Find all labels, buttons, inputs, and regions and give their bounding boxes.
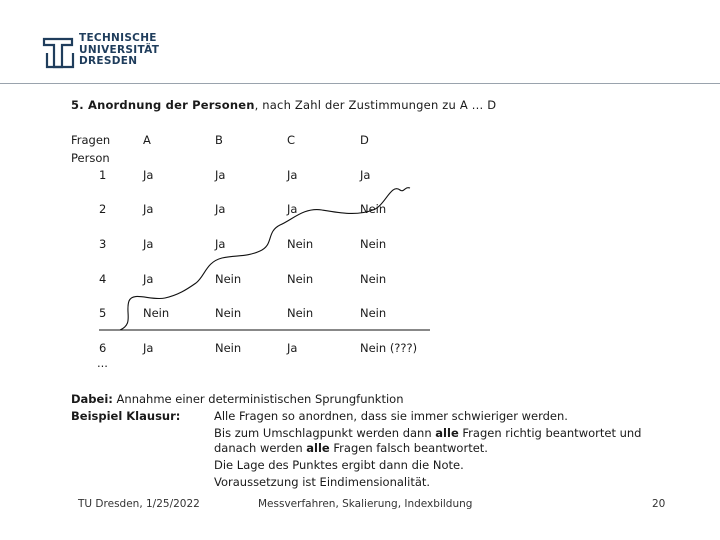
person-5: 5 — [99, 306, 107, 320]
note-line-2-bold: alle — [435, 426, 459, 440]
cell-4-c: Nein — [287, 272, 314, 286]
note-line-3-pre: danach werden — [214, 441, 307, 455]
cell-5-a: Nein — [143, 306, 170, 320]
cell-2-b: Ja — [215, 202, 226, 216]
note-dabei-label: Dabei: — [71, 392, 113, 406]
cell-6-b: Nein — [215, 341, 242, 355]
note-line-4: Die Lage des Punktes ergibt dann die Note. — [214, 458, 464, 472]
note-beispiel-label — [71, 409, 180, 423]
cell-2-d: Nein — [360, 202, 387, 216]
note-line-5: Voraussetzung ist Eindimensionalität. — [214, 475, 431, 489]
cell-4-a: Ja — [143, 272, 154, 286]
column-header-b: B — [215, 133, 223, 147]
note-line-3 — [214, 441, 488, 455]
cell-1-d: Ja — [360, 168, 371, 182]
cell-6-c: Ja — [287, 341, 298, 355]
logo-line-1: TECHNISCHE — [79, 32, 157, 44]
cell-2-c: Ja — [287, 202, 298, 216]
table-ellipsis: ... — [97, 356, 108, 370]
note-dabei — [71, 392, 403, 406]
cell-5-d: Nein — [360, 306, 387, 320]
footer-course: Messverfahren, Skalierung, Indexbildung — [258, 498, 473, 510]
cell-6-d: Nein (???) — [360, 341, 418, 355]
row-header-fragen: Fragen — [71, 133, 111, 147]
cell-3-d: Nein — [360, 237, 387, 251]
row-header-person: Person — [71, 151, 110, 165]
cell-5-b: Nein — [215, 306, 242, 320]
cell-1-c: Ja — [287, 168, 298, 182]
person-1: 1 — [99, 168, 107, 182]
note-dabei-text: Annahme einer deterministischen Sprungfunktion — [116, 392, 404, 406]
note-line-1: Alle Fragen so anordnen, dass sie immer schwieriger werden. — [214, 409, 568, 423]
cell-1-b: Ja — [215, 168, 226, 182]
note-line-3-post: Fragen falsch beantwortet. — [329, 441, 488, 455]
person-4: 4 — [99, 272, 107, 286]
cell-3-b: Ja — [215, 237, 226, 251]
cell-1-a: Ja — [143, 168, 154, 182]
note-line-2-pre: Bis zum Umschlagpunkt werden dann — [214, 426, 436, 440]
logo-line-3: DRESDEN — [79, 55, 138, 67]
slide-title-bold: 5. Anordnung der Personen — [71, 98, 255, 112]
person-3: 3 — [99, 237, 107, 251]
person-2: 2 — [99, 202, 107, 216]
note-line-3-bold: alle — [306, 441, 330, 455]
cell-6-a: Ja — [143, 341, 154, 355]
note-beispiel-label-text: Beispiel Klausur: — [71, 409, 181, 423]
logo-line-2: UNIVERSITÄT — [79, 43, 160, 56]
column-header-a: A — [143, 133, 151, 147]
column-header-d: D — [360, 133, 369, 147]
footer-page-number: 20 — [652, 498, 666, 510]
cell-4-d: Nein — [360, 272, 387, 286]
cell-3-c: Nein — [287, 237, 314, 251]
footer-date: TU Dresden, 1/25/2022 — [78, 498, 200, 510]
note-line-2 — [214, 426, 642, 440]
cell-5-c: Nein — [287, 306, 314, 320]
cell-4-b: Nein — [215, 272, 242, 286]
slide-title-rest: , nach Zahl der Zustimmungen zu A ... D — [254, 98, 497, 112]
person-6: 6 — [99, 341, 107, 355]
note-line-2-post: Fragen richtig beantwortet und — [458, 426, 642, 440]
cell-3-a: Ja — [143, 237, 154, 251]
column-header-c: C — [287, 133, 296, 147]
cell-2-a: Ja — [143, 202, 154, 216]
